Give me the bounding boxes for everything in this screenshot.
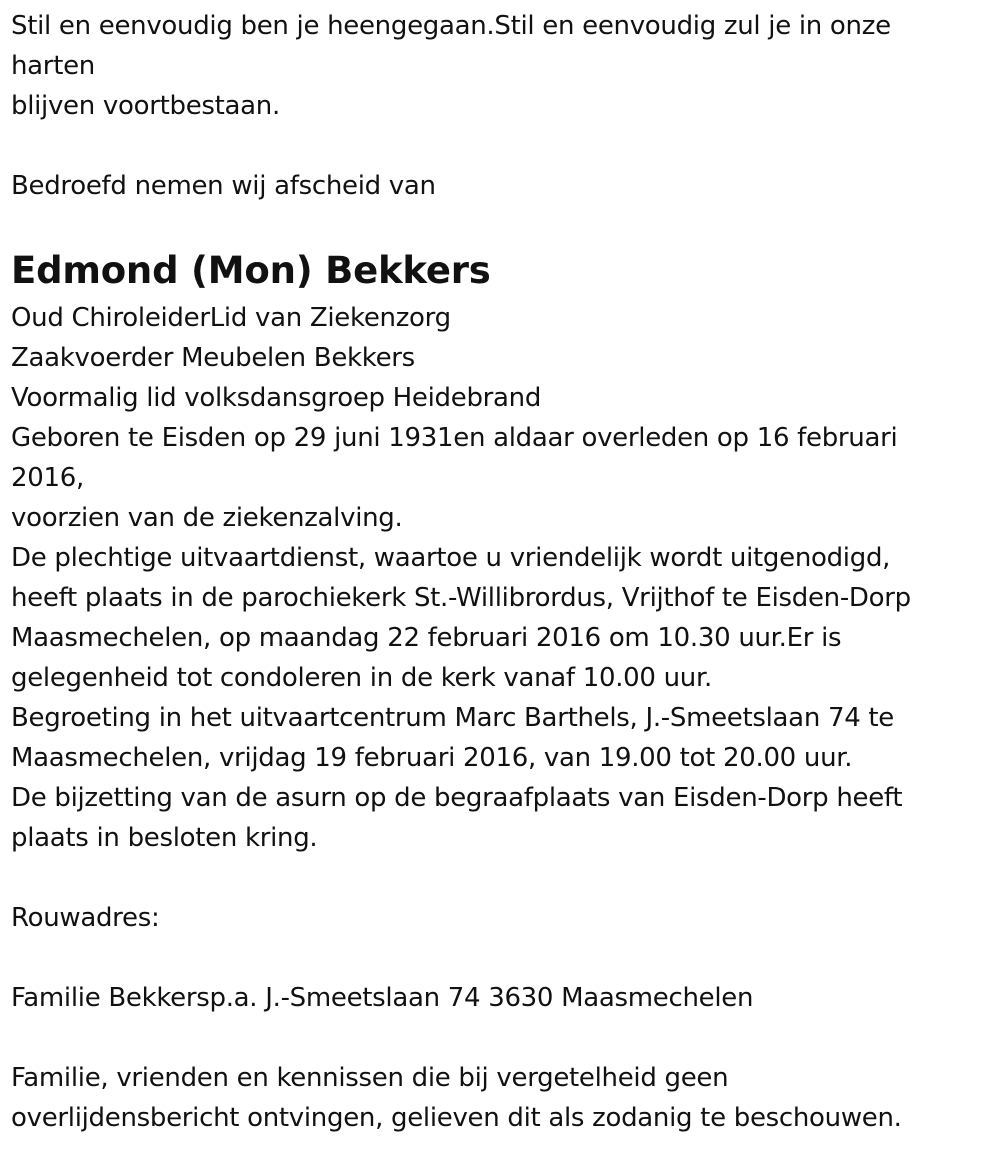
intro-line: blijven voortbestaan. [11, 91, 280, 121]
closing-line: overlijdensbericht ontvingen, gelieven dit als zodanig te beschouwen. [11, 1103, 902, 1133]
intro-line: Stil en eenvoudig ben je heengegaan.Stil en eenvoudig zul je in onze [11, 11, 891, 41]
detail-line: Geboren te Eisden op 29 juni 1931en aldaar overleden op 16 februari [11, 423, 898, 453]
rouwadres-address: Familie Bekkersp.a. J.-Smeetslaan 74 3630 Maasmechelen [11, 983, 754, 1013]
spacer [11, 126, 991, 166]
detail-line: voorzien van de ziekenzalving. [11, 503, 403, 533]
detail-line: Zaakvoerder Meubelen Bekkers [11, 343, 415, 373]
detail-line: Maasmechelen, vrijdag 19 februari 2016, van 19.00 tot 20.00 uur. [11, 743, 853, 773]
spacer [11, 858, 991, 898]
closing-line: Familie, vrienden en kennissen die bij vergetelheid geen [11, 1063, 729, 1093]
deceased-name: Edmond (Mon) Bekkers [11, 249, 491, 292]
obituary-notice [11, 6, 991, 1138]
intro-line: harten [11, 51, 95, 81]
spacer [11, 1018, 991, 1058]
announcement-text: Bedroefd nemen wij afscheid van [11, 171, 436, 201]
detail-line: Voormalig lid volksdansgroep Heidebrand [11, 383, 542, 413]
spacer [11, 938, 991, 978]
spacer [11, 206, 991, 246]
detail-line: plaats in besloten kring. [11, 823, 318, 853]
detail-line: De bijzetting van de asurn op de begraafplaats van Eisden-Dorp heeft [11, 783, 903, 813]
rouwadres-label: Rouwadres: [11, 903, 160, 933]
detail-line: Oud ChiroleiderLid van Ziekenzorg [11, 303, 451, 333]
detail-line: heeft plaats in de parochiekerk St.-Willibrordus, Vrijthof te Eisden-Dorp [11, 583, 911, 613]
detail-line: 2016, [11, 463, 84, 493]
detail-line: gelegenheid tot condoleren in de kerk vanaf 10.00 uur. [11, 663, 712, 693]
detail-line: De plechtige uitvaartdienst, waartoe u vriendelijk wordt uitgenodigd, [11, 543, 891, 573]
detail-line: Maasmechelen, op maandag 22 februari 2016 om 10.30 uur.Er is [11, 623, 842, 653]
detail-line: Begroeting in het uitvaartcentrum Marc Barthels, J.-Smeetslaan 74 te [11, 703, 894, 733]
